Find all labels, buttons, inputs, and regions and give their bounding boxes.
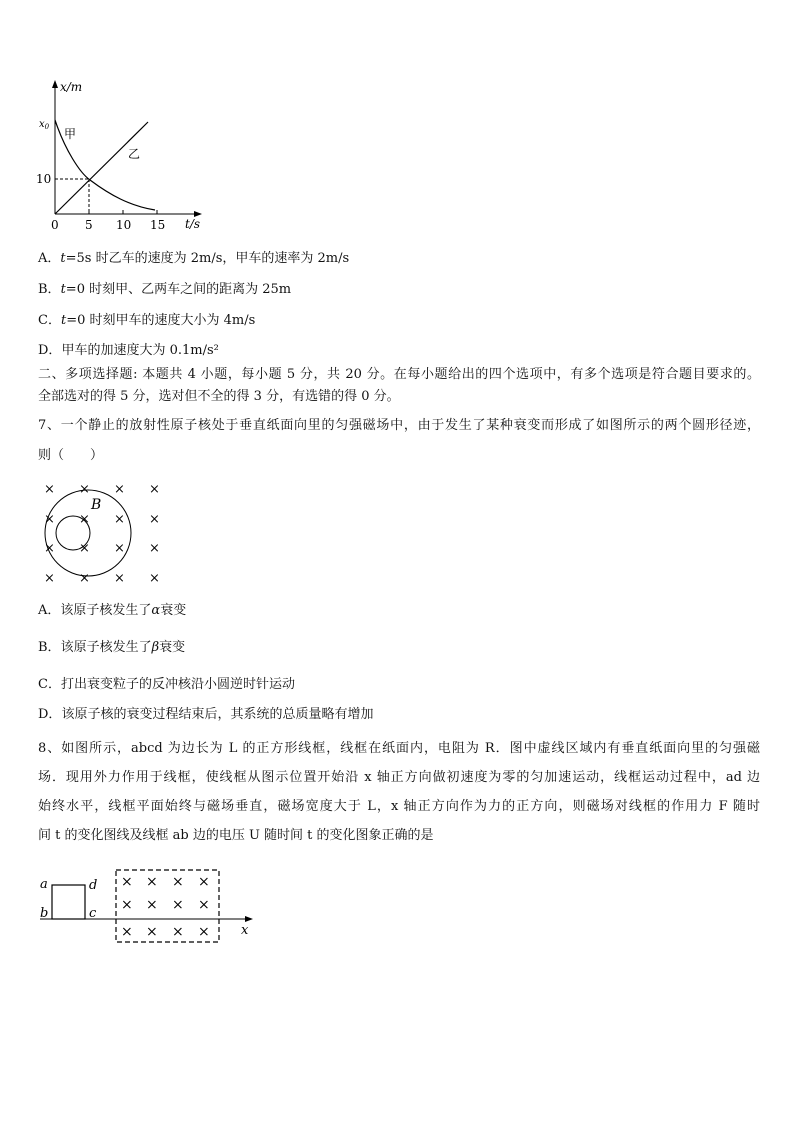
line-yi-label: 乙 (128, 147, 141, 161)
svg-text:×: × (114, 482, 125, 497)
section2-heading: 二、多项选择题: 本题共 4 小题，每小题 5 分，共 20 分。在每小题给出的四个选项中，有多个选项是符合题目要求的。 全部选对的得 5 分，选对但不全的得 3 分，有选错的得 0 分。 (38, 367, 760, 404)
corner-d: d (89, 878, 98, 893)
q7-stem: 7、一个静止的放射性原子核处于垂直纸面向里的匀强磁场中，由于发生了某种衰变而形成了如图所示的两个圆形径迹， 则（ ） (38, 418, 760, 463)
x0-label: $x_0$ (39, 119, 50, 131)
square-frame (52, 885, 85, 919)
q6-option-a: A．t=5s 时乙车的速度为 2m/s，甲车的速率为 2m/s (38, 251, 350, 266)
x-tick-5: 5 (85, 218, 93, 230)
large-track-circle (45, 490, 131, 576)
svg-text:×: × (172, 924, 184, 940)
svg-text:×: × (172, 874, 184, 890)
svg-text:×: × (149, 541, 160, 556)
y-axis-arrow (52, 80, 58, 88)
q7-option-b: B．该原子核发生了β衰变 (38, 640, 186, 655)
x-axis-arrow (245, 916, 253, 922)
svg-text:×: × (149, 482, 160, 497)
svg-text:×: × (149, 512, 160, 527)
svg-text:×: × (146, 897, 158, 913)
svg-text:×: × (79, 541, 90, 556)
svg-text:×: × (44, 541, 55, 556)
x-axis-label: t/s (185, 217, 201, 230)
field-crosses (121, 874, 210, 940)
svg-text:×: × (198, 924, 210, 940)
svg-text:×: × (146, 924, 158, 940)
svg-text:×: × (114, 541, 125, 556)
svg-text:×: × (198, 897, 210, 913)
corner-c: c (89, 906, 97, 921)
svg-text:×: × (44, 571, 55, 586)
svg-text:×: × (79, 482, 90, 497)
corner-a: a (40, 877, 48, 892)
x-tick-15: 15 (150, 218, 166, 230)
q7-option-a: A．该原子核发生了α衰变 (38, 603, 187, 618)
field-crosses (44, 482, 160, 586)
svg-text:×: × (149, 571, 160, 586)
q7-figure (38, 478, 168, 588)
svg-text:×: × (79, 512, 90, 527)
y-tick-10: 10 (36, 172, 52, 186)
q6-option-d: D．甲车的加速度大为 0.1m/s² (38, 343, 219, 358)
q6-option-b: B．t=0 时刻甲、乙两车之间的距离为 25m (38, 282, 292, 297)
q8-figure (38, 866, 258, 946)
q7-option-d: D．该原子核的衰变过程结束后，其系统的总质量略有增加 (38, 707, 374, 722)
y-axis-label: x/m (60, 80, 83, 94)
svg-text:×: × (114, 512, 125, 527)
q7-option-c: C．打出衰变粒子的反冲核沿小圆逆时针运动 (38, 677, 295, 692)
xt-graph (30, 78, 210, 230)
corner-b: b (40, 906, 49, 921)
svg-text:×: × (121, 874, 133, 890)
x-tick-0: 0 (51, 218, 59, 230)
field-label-b: B (91, 497, 102, 513)
svg-text:×: × (146, 874, 158, 890)
x-tick-10: 10 (116, 218, 132, 230)
svg-text:×: × (121, 897, 133, 913)
svg-text:×: × (44, 482, 55, 497)
curve-jia-label: 甲 (64, 127, 77, 141)
svg-text:×: × (121, 924, 133, 940)
svg-text:×: × (114, 571, 125, 586)
svg-text:×: × (79, 571, 90, 586)
svg-text:×: × (172, 897, 184, 913)
svg-text:×: × (198, 874, 210, 890)
q6-option-c: C．t=0 时刻甲车的速度大小为 4m/s (38, 313, 256, 328)
x-axis-label: x (241, 923, 249, 938)
q8-stem: 8、如图所示，abcd 为边长为 L 的正方形线框，线框在纸面内，电阻为 R．图中虚线区域内有垂直纸面向里的匀强磁 场．现用外力作用于线框，使线框从图示位置开始沿 x 轴正方向做初速度为零的匀加速运动，线框运动过程中，ad 边 始终水平，线框平面始终与磁场垂直，磁场宽度大于 L，x 轴正方向作为力的正方向，则磁场对线框的作用力 F 随时 间 t 的变化图线及线框 ab 边的电压 U 随时间 t 的变化图象正确的是 (38, 741, 760, 843)
svg-text:×: × (44, 512, 55, 527)
